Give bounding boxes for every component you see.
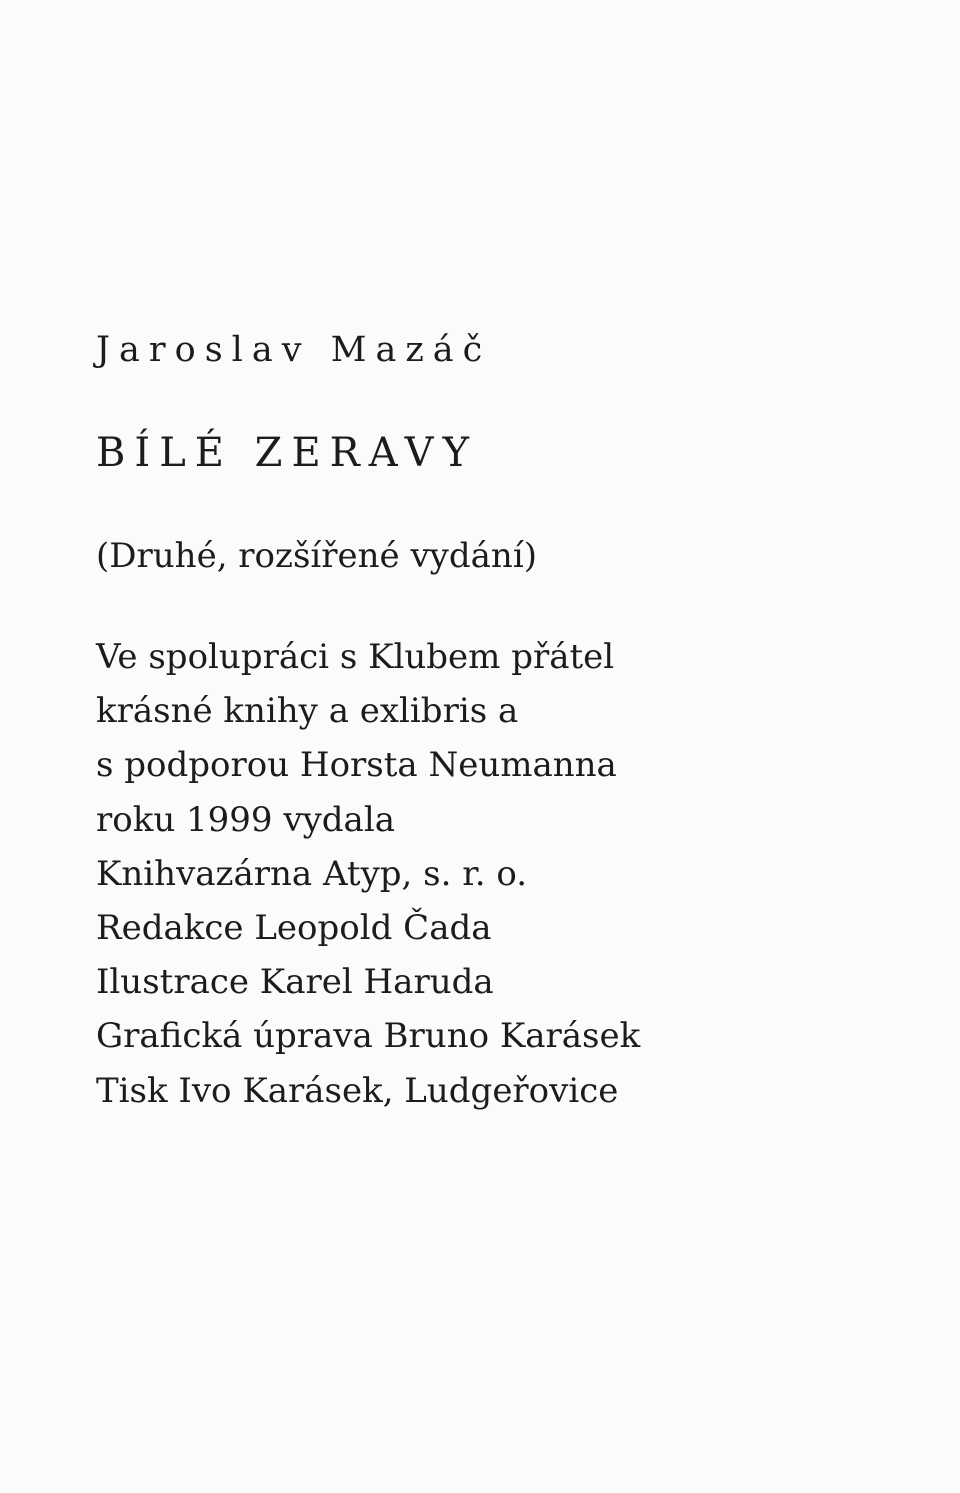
colophon-line: krásné knihy a exlibris a — [96, 691, 519, 732]
colophon-line: Ve spolupráci s Klubem přátel — [96, 637, 615, 677]
colophon-line: s podporou Horsta Neumanna — [96, 745, 617, 786]
colophon-line: roku 1999 vydala — [96, 799, 395, 840]
book-title: BÍLÉ ZERAVY — [96, 430, 478, 476]
colophon-line: Ilustrace Karel Haruda — [96, 962, 494, 1003]
author-name: Jaroslav Mazáč — [96, 330, 492, 370]
colophon-line: Grafická úprava Bruno Karásek — [96, 1016, 641, 1057]
colophon-line: Tisk Ivo Karásek, Ludgeřovice — [96, 1070, 619, 1111]
colophon — [96, 630, 640, 1118]
colophon-line: Redakce Leopold Čada — [96, 908, 492, 949]
colophon-line: Knihvazárna Atyp, s. r. o. — [96, 853, 528, 894]
edition-note: (Druhé, rozšířené vydání) — [96, 536, 537, 576]
